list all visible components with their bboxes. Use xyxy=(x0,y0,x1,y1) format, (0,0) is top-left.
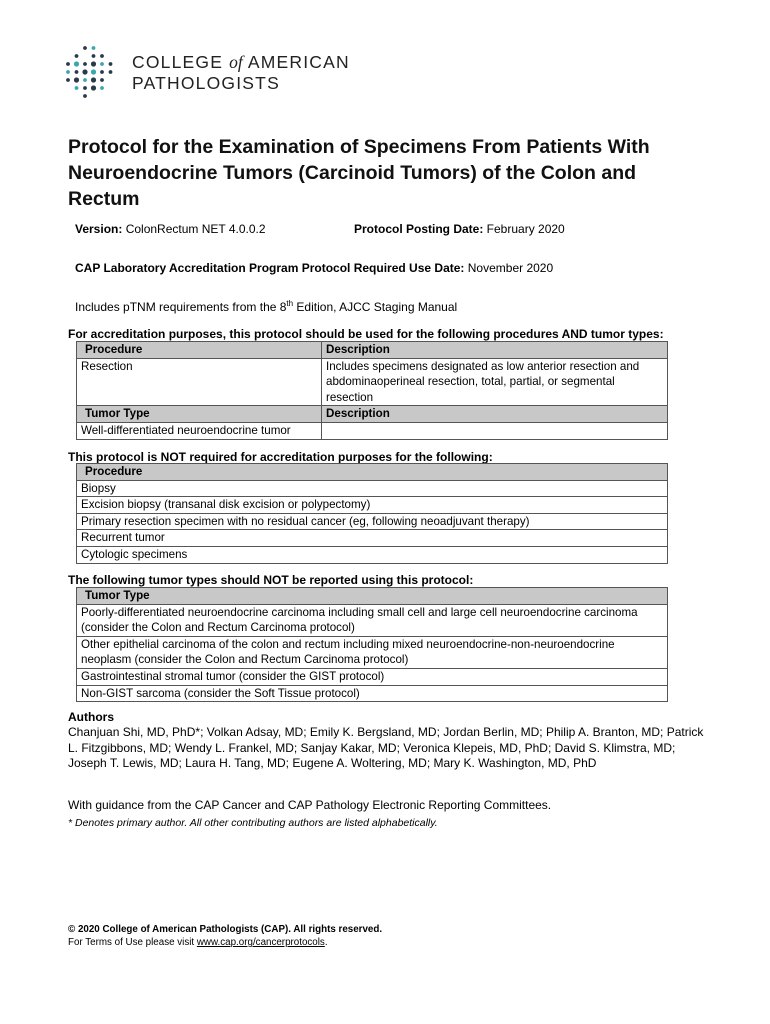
accreditation-table xyxy=(76,341,668,440)
description-header: Description xyxy=(322,342,668,359)
logo-dot xyxy=(66,70,70,74)
version-line: Version: ColonRectum NET 4.0.0.2 xyxy=(75,222,266,236)
not-required-heading: This protocol is NOT required for accreditation purposes for the following: xyxy=(68,450,493,464)
not-reported-header: Tumor Type xyxy=(77,588,668,605)
copyright: © 2020 College of American Pathologists (CAP). All rights reserved. xyxy=(68,924,383,935)
logo-dot xyxy=(66,78,70,82)
authors-heading: Authors xyxy=(68,710,114,724)
not-required-header: Procedure xyxy=(77,464,668,481)
logo-dot xyxy=(109,70,113,74)
primary-author-note: * Denotes primary author. All other contributing authors are listed alphabetically. xyxy=(68,817,438,829)
table-row: Primary resection specimen with no residual cancer (eg, following neoadjuvant therapy) xyxy=(77,513,668,530)
logo-dot xyxy=(100,62,104,66)
includes-line: Includes pTNM requirements from the 8th Edition, AJCC Staging Manual xyxy=(75,299,458,314)
required-use-line: CAP Laboratory Accreditation Program Protocol Required Use Date: November 2020 xyxy=(75,261,554,275)
not-required-table xyxy=(76,463,668,564)
logo-dot xyxy=(91,61,96,66)
accreditation-heading: For accreditation purposes, this protocol should be used for the following procedures AND tumor types: xyxy=(68,327,664,341)
logo-dot xyxy=(109,62,113,66)
table-row: Recurrent tumor xyxy=(77,530,668,547)
logo-dot xyxy=(74,61,79,66)
logo-dot xyxy=(75,70,79,74)
not-reported-heading: The following tumor types should NOT be reported using this protocol: xyxy=(68,573,474,587)
posting-date-line: Protocol Posting Date: February 2020 xyxy=(354,222,565,236)
page-title: Protocol for the Examination of Specimens From Patients With Neuroendocrine Tumors (Carcinoid Tumors) of the Colon and Rectum xyxy=(68,136,650,210)
logo-dot xyxy=(100,70,104,74)
cap-dots-logo-icon xyxy=(64,44,120,100)
guidance-text: With guidance from the CAP Cancer and CAP Pathology Electronic Reporting Committees. xyxy=(68,798,552,812)
table-row: Excision biopsy (transanal disk excision or polypectomy) xyxy=(77,497,668,514)
tumor-description-cell xyxy=(322,422,668,439)
logo-wordmark: COLLEGE of AMERICAN PATHOLOGISTS xyxy=(132,52,350,93)
table-row: Gastrointestinal stromal tumor (consider the GIST protocol) xyxy=(77,668,668,685)
logo-dot xyxy=(83,62,87,66)
cancer-protocols-link[interactable]: www.cap.org/cancerprotocols xyxy=(196,937,325,948)
table-row: Cytologic specimens xyxy=(77,546,668,563)
logo-dot xyxy=(75,54,79,58)
procedure-header: Procedure xyxy=(77,342,322,359)
logo-dot xyxy=(83,78,87,82)
table-row: Poorly-differentiated neuroendocrine carcinoma including small cell and large cell neuroendocrine carcinoma (consider the Colon and Rectum Carcinoma protocol) xyxy=(77,604,668,636)
terms-of-use: For Terms of Use please visit www.cap.org/cancerprotocols. xyxy=(68,937,328,948)
logo-dot xyxy=(92,46,96,50)
logo-dot xyxy=(83,86,87,90)
logo-dot xyxy=(91,69,96,74)
logo-dot xyxy=(91,85,96,90)
logo-dot xyxy=(83,46,87,50)
logo-dot xyxy=(100,86,104,90)
not-reported-table xyxy=(76,587,668,702)
table-row: Non-GIST sarcoma (consider the Soft Tissue protocol) xyxy=(77,685,668,702)
procedure-description-cell: Includes specimens designated as low anterior resection and abdominaoperineal resection, total, partial, or segmental resection xyxy=(322,358,668,406)
table-row: Other epithelial carcinoma of the colon and rectum including mixed neuroendocrine-non-neuroendocrine neoplasm (consider the Colon and Rectum Carcinoma protocol) xyxy=(77,636,668,668)
authors-list: Chanjuan Shi, MD, PhD*; Volkan Adsay, MD; Emily K. Bergsland, MD; Jordan Berlin, MD; Philip A. Branton, MD; Patrick L. Fitzgibbons, MD; Wendy L. Frankel, MD; Sanjay Kakar, MD; Veronica Klepeis, MD, PhD; David S. Klimstra, MD; Joseph T. Lewis, MD; Laura H. Tang, MD; Eugene A. Woltering, MD; Mary K. Washington, MD, PhD xyxy=(68,725,704,770)
logo-dot xyxy=(75,86,79,90)
procedure-cell: Resection xyxy=(77,358,322,406)
logo-dot xyxy=(66,62,70,66)
table-row: Biopsy xyxy=(77,480,668,497)
logo-dot xyxy=(74,77,79,82)
logo-dot xyxy=(91,77,96,82)
tumor-type-cell: Well-differentiated neuroendocrine tumor xyxy=(77,422,322,439)
logo-dot xyxy=(100,78,104,82)
logo-dot xyxy=(92,54,96,58)
tumor-description-header: Description xyxy=(322,406,668,423)
logo-dot xyxy=(100,54,104,58)
logo-dot xyxy=(83,94,87,98)
logo-dot xyxy=(82,69,87,74)
tumor-type-header: Tumor Type xyxy=(77,406,322,423)
